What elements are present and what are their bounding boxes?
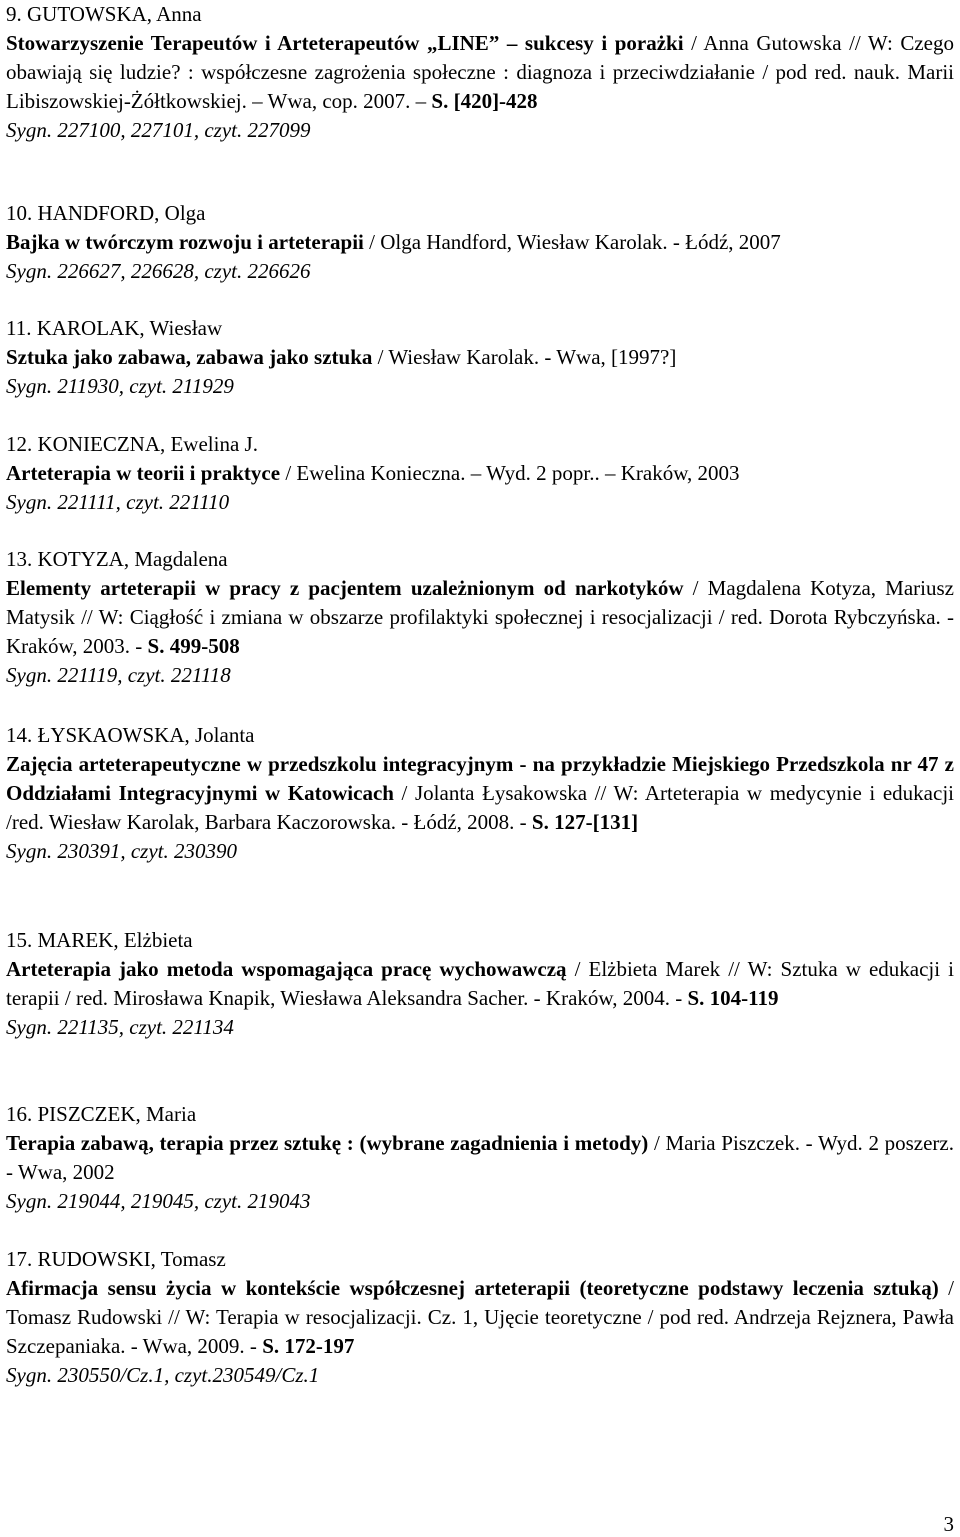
entry-heading: 16. PISZCZEK, Maria [6, 1102, 197, 1126]
entry-title: Sztuka jako zabawa, zabawa jako sztuka [6, 345, 373, 369]
page-number: 3 [943, 1512, 954, 1536]
entry-title: Arteterapia w teorii i praktyce [6, 461, 281, 485]
entry-details: / Ewelina Konieczna. – Wyd. 2 popr.. – Kraków, 2003 [280, 461, 740, 485]
entry-call-number: Sygn. 226627, 226628, czyt. 226626 [6, 259, 311, 283]
entry-description [6, 228, 954, 257]
entry-description [6, 343, 954, 372]
entry-title: Stowarzyszenie Terapeutów i Arteterapeutów „LINE” – sukcesy i porażki [6, 31, 684, 55]
entry-details: / Tomasz Rudowski // W: Terapia w resocjalizacji. Cz. 1, Ujęcie teoretyczne / pod red. Andrzeja Rejznera, Pawła Szczepaniaka. - Wwa, 2009. - [6, 1276, 954, 1358]
entry-call-number: Sygn. 219044, 219045, czyt. 219043 [6, 1189, 311, 1213]
entry-heading: 17. RUDOWSKI, Tomasz [6, 1247, 226, 1271]
entry-description [6, 1274, 954, 1361]
entry-description [6, 29, 954, 116]
bibliography-entry-10 [6, 199, 954, 286]
entry-pages: S. 104-119 [687, 986, 779, 1010]
entry-call-number: Sygn. 211930, czyt. 211929 [6, 374, 234, 398]
entry-call-number: Sygn. 227100, 227101, czyt. 227099 [6, 118, 311, 142]
entry-pages: S. 127-[131] [531, 810, 639, 834]
entry-details: / Jolanta Łysakowska // W: Arteterapia w medycynie i edukacji /red. Wiesław Karolak, Barbara Kaczorowska. - Łódź, 2008. - [6, 781, 954, 834]
bibliography-entry-17 [6, 1245, 954, 1390]
entry-heading: 10. HANDFORD, Olga [6, 201, 206, 225]
bibliography-entry-12 [6, 430, 954, 517]
entry-details: / Elżbieta Marek // W: Sztuka w edukacji i terapii / red. Mirosława Knapik, Wiesława Aleksandra Sacher. - Kraków, 2004. - [6, 957, 954, 1010]
entry-call-number: Sygn. 221119, czyt. 221118 [6, 663, 231, 687]
entry-heading: 9. GUTOWSKA, Anna [6, 2, 202, 26]
entry-title: Zajęcia arteterapeutyczne w przedszkolu integracyjnym - na przykładzie Miejskiego Przedszkola nr 47 z Oddziałami Integracyjnymi w Katowicach [6, 752, 954, 805]
entry-description [6, 459, 954, 488]
entry-description [6, 574, 954, 661]
entry-pages: S. [420]-428 [431, 89, 538, 113]
entry-details: / Magdalena Kotyza, Mariusz Matysik // W: Ciągłość i zmiana w obszarze profilaktyki społecznej i resocjalizacji / red. Dorota Rybczyńska. - Kraków, 2003. - [6, 576, 954, 658]
entry-description [6, 750, 954, 837]
bibliography-entry-11 [6, 314, 954, 401]
entry-title: Elementy arteterapii w pracy z pacjentem uzależnionym od narkotyków [6, 576, 684, 600]
bibliography-entry-13 [6, 545, 954, 690]
entry-pages: S. 499-508 [147, 634, 240, 658]
entry-call-number: Sygn. 230550/Cz.1, czyt.230549/Cz.1 [6, 1363, 320, 1387]
entry-title: Bajka w twórczym rozwoju i arteterapii [6, 230, 364, 254]
entry-details: / Wiesław Karolak. - Wwa, [1997?] [372, 345, 677, 369]
entry-title: Afirmacja sensu życia w kontekście współczesnej arteterapii (teoretyczne podstawy leczenia sztuką) [6, 1276, 939, 1300]
entry-description [6, 1129, 954, 1187]
entry-description [6, 955, 954, 1013]
entry-pages: S. 172-197 [262, 1334, 355, 1358]
bibliography-entry-14 [6, 721, 954, 866]
bibliography-entry-15 [6, 926, 954, 1042]
entry-call-number: Sygn. 221111, czyt. 221110 [6, 490, 230, 514]
entry-call-number: Sygn. 221135, czyt. 221134 [6, 1015, 234, 1039]
entry-details: / Olga Handford, Wiesław Karolak. - Łódź, 2007 [363, 230, 781, 254]
entry-heading: 12. KONIECZNA, Ewelina J. [6, 432, 258, 456]
entry-heading: 15. MAREK, Elżbieta [6, 928, 193, 952]
entry-call-number: Sygn. 230391, czyt. 230390 [6, 839, 237, 863]
entry-heading: 14. ŁYSKAOWSKA, Jolanta [6, 723, 255, 747]
entry-title: Terapia zabawą, terapia przez sztukę : (wybrane zagadnienia i metody) [6, 1131, 649, 1155]
entry-heading: 11. KAROLAK, Wiesław [6, 316, 223, 340]
entry-details: / Maria Piszczek. - Wyd. 2 poszerz. - Wwa, 2002 [6, 1131, 954, 1184]
entry-title: Arteterapia jako metoda wspomagająca pracę wychowawczą [6, 957, 567, 981]
bibliography-entry-16 [6, 1100, 954, 1216]
entry-heading: 13. KOTYZA, Magdalena [6, 547, 228, 571]
bibliography-entry-9 [6, 0, 954, 145]
entry-details: / Anna Gutowska // W: Czego obawiają się ludzie? : współczesne zagrożenia społeczne : diagnoza i przeciwdziałanie / pod red. nauk. Marii Libiszowskiej-Żółtkowskiej. – Wwa, cop. 2007. – [6, 31, 954, 113]
